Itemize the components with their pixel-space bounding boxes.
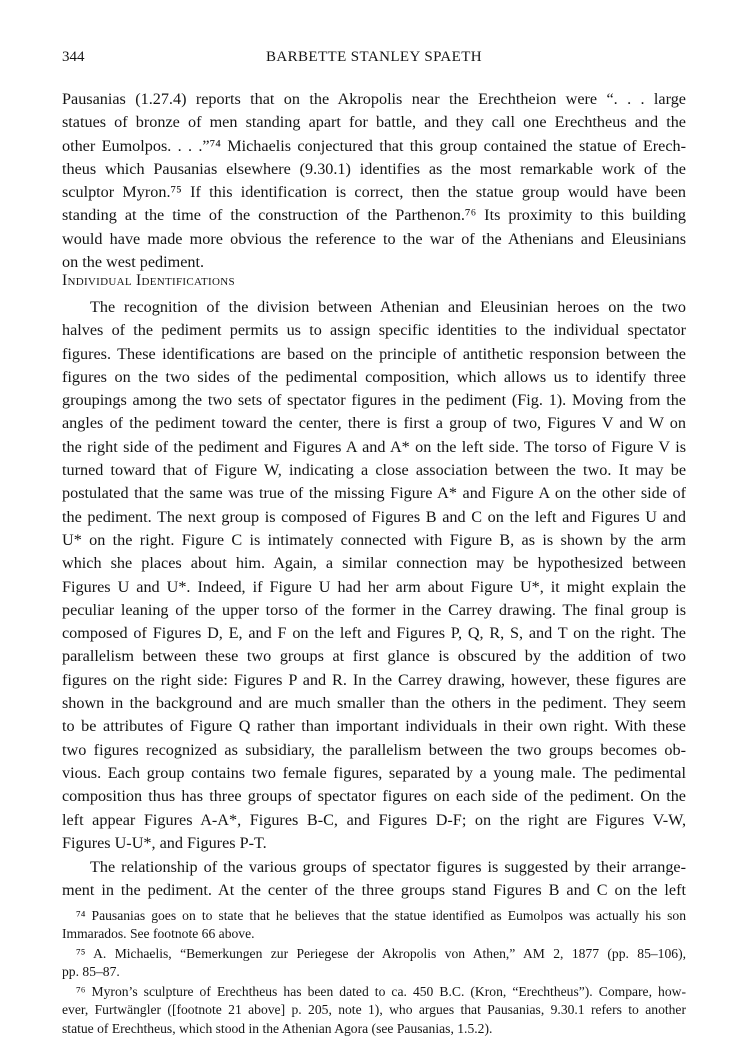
text-line: vious. Each group contains two female figures, separated by a young male. The pedimental [62, 763, 686, 782]
text-line: sculptor Myron.⁷⁵ If this identification is correct, then the statue group would have been [62, 183, 686, 202]
text-line: peculiar leaning of the upper torso of the former in the Carrey drawing. The final group is [62, 600, 686, 619]
text-line: the pediment. The next group is composed of Figures B and C on the left and Figures U and [62, 507, 686, 526]
text-line: composed of Figures D, E, and F on the left and Figures P, Q, R, S, and T on the right. The [62, 624, 686, 643]
footnote-line: ⁷⁶ Myron’s sculpture of Erechtheus has been dated to ca. 450 B.C. (Kron, “Erechtheus”). Compare, how- [76, 984, 686, 999]
footnote-75 [62, 945, 686, 982]
text-line: would have made more obvious the reference to the war of the Athenians and Eleusinians [62, 229, 686, 248]
text-line: other Eumolpos. . . .”⁷⁴ Michaelis conjectured that this group contained the statue of Erech- [62, 136, 686, 155]
text-line: halves of the pediment permits us to assign specific identities to the individual spectator [62, 321, 686, 340]
text-line: figures. These identifications are based on the principle of antithetic responsion between the [62, 344, 686, 363]
footnote-74 [62, 907, 686, 944]
text-line: figures on the right side: Figures P and R. In the Carrey drawing, however, these figures are [62, 670, 686, 689]
text-line: shown in the background and are much smaller than the others in the pediment. They seem [62, 694, 686, 713]
text-line: The recognition of the division between Athenian and Eleusinian heroes on the two [90, 298, 686, 316]
footnote-line: ⁷⁴ Pausanias goes on to state that he believes that the statue identified as Eumolpos was actually his son [76, 908, 686, 923]
text-line: standing at the time of the construction of the Parthenon.⁷⁶ Its proximity to this building [62, 206, 686, 225]
footnote-line: ⁷⁵ A. Michaelis, “Bemerkungen zur Periegese der Akropolis von Athen,” AM 2, 1877 (pp. 85–106), [76, 946, 686, 961]
text-line: angles of the pediment toward the center, there is first a group of two, Figures V and W on [62, 414, 686, 433]
footnote-line: ever, Furtwängler ([footnote 21 above] p. 205, note 1), who argues that Pausanias, 9.30.1 refers to another [62, 1002, 686, 1018]
text-line: figures on the two sides of the pedimental composition, which allows us to identify three [62, 367, 686, 386]
text-line: ment in the pediment. At the center of the three groups stand Figures B and C on the left [62, 881, 686, 900]
text-line: statues of bronze of men standing apart for battle, and they call one Erechtheus and the [62, 113, 686, 132]
text-line: theus which Pausanias elsewhere (9.30.1) identifies as the most remarkable work of the [62, 159, 686, 178]
text-line: The relationship of the various groups of spectator figures is suggested by their arrange- [90, 858, 686, 876]
text-line: parallelism between these two groups at first glance is obscured by the addition of two [62, 647, 686, 666]
text-line: Figures U and U*. Indeed, if Figure U had her arm about Figure U*, it might explain the [62, 577, 686, 596]
text-line: on the west pediment. [62, 253, 205, 272]
running-title: BARBETTE STANLEY SPAETH [265, 49, 483, 65]
text-line: two figures recognized as subsidiary, the parallelism between the two groups becomes ob- [62, 740, 686, 759]
text-line: the right side of the pediment and Figures A and A* on the left side. The torso of Figure V is [62, 437, 686, 456]
text-line: turned toward that of Figure W, indicating a close association between the two. It may be [62, 461, 686, 480]
text-line: left appear Figures A-A*, Figures B-C, and Figures D-F; on the right are Figures V-W, [62, 810, 686, 829]
text-line: postulated that the same was true of the missing Figure A* and Figure A on the other side of [62, 484, 686, 503]
text-line: groupings among the two sets of spectator figures in the pediment (Fig. 1). Moving from the [62, 391, 686, 410]
text-line: Figures U-U*, and Figures P-T. [62, 833, 267, 852]
footnote-line: pp. 85–87. [62, 964, 120, 980]
intro-paragraph [62, 88, 686, 274]
footnote-76 [62, 983, 686, 1038]
footnote-line: Immarados. See footnote 66 above. [62, 926, 255, 942]
footnote-line: statue of Erechtheus, which stood in the Athenian Agora (see Pausanias, 1.5.2). [62, 1020, 493, 1036]
page-number: 344 [62, 49, 85, 65]
text-line: to be attributes of Figure Q rather than important individuals in their own right. With these [62, 717, 686, 736]
text-line: Pausanias (1.27.4) reports that on the Akropolis near the Erechtheion were “. . . large [62, 90, 686, 108]
body-paragraph-1 [62, 296, 686, 855]
section-heading: Individual Identifications [62, 272, 235, 289]
text-line: composition thus has three groups of spectator figures on each side of the pediment. On the [62, 787, 686, 806]
running-head [62, 49, 686, 71]
body-paragraph-2 [62, 856, 686, 903]
text-line: which she places about him. Again, a similar connection may be hypothesized between [62, 554, 686, 573]
text-line: U* on the right. Figure C is intimately connected with Figure B, as is shown by the arm [62, 530, 686, 549]
